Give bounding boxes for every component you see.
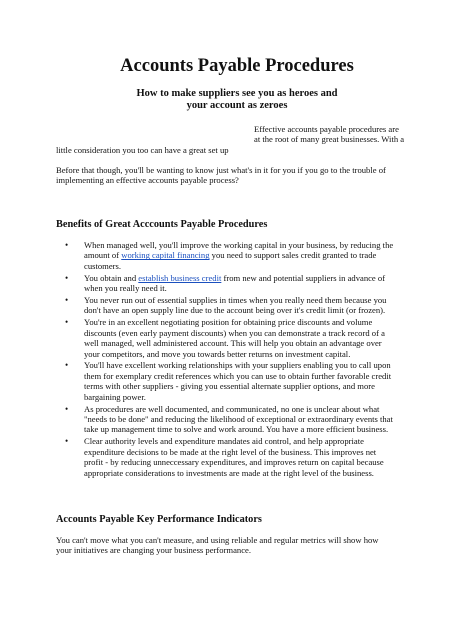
list-item [64,240,424,271]
text-line: your initiatives are changing your business performance. [56,545,251,556]
text-line: at the root of many great businesses. With a [254,134,405,145]
bullet-icon: • [65,317,69,328]
list-item [64,404,424,435]
kpi-paragraph [56,535,379,556]
text-segment: You obtain and [84,272,139,283]
text-line: bargaining power. [84,391,146,402]
bullet-icon: • [65,360,69,371]
page-subtitle [0,88,474,112]
bullet-icon: • [65,403,69,414]
text-line: Clear authority levels and expenditure mandates aid control, and help appropriate [84,436,364,447]
text-line: Before that though, you'll be wanting to know just what's in it for you if you go to the trouble of [56,165,386,175]
text-line: terms with other suppliers - giving you essential alternate supplier options, and more [84,381,375,392]
text-line: implementing an effective accounts payable process? [56,175,239,186]
bullet-icon: • [65,295,69,306]
benefits-list [64,240,424,479]
text-line [84,273,424,283]
text-line: don't have an open supply line due to the account being over it's credit limit (or frozen). [84,305,386,316]
working-capital-financing-link[interactable]: working capital financing [121,250,210,261]
page-title: Accounts Payable Procedures [120,56,354,76]
text-line: discounts (even early payment discounts) when you can demonstrate a track record of a [84,327,385,338]
list-item [64,436,424,478]
text-line: You can't move what you can't measure, and using reliable and regular metrics will show how [56,535,379,545]
list-item [64,295,424,316]
text-line: profit - by reducing unneccessary expenditures, and improves return on capital because [84,457,384,468]
text-line: your competitors, and move you towards better returns on investment capital. [84,348,351,359]
heading-kpi: Accounts Payable Key Performance Indicators [56,514,262,525]
intro-paragraph-right [254,124,404,145]
heading-benefits: Benefits of Great Acccounts Payable Procedures [56,219,268,230]
text-segment: you need to support sales credit granted to trade [209,250,377,261]
list-item [64,317,424,359]
text-line: You'll have excellent working relationships with your suppliers enabling you to call upon [84,360,391,371]
subtitle-line: your account as zeroes [186,100,288,111]
text-line: customers. [84,260,121,271]
text-line: "needs to be done" and reducing the likelihood of exceptional or extraordinary events that [84,414,393,424]
text-line: You never run out of essential supplies in times when you really need them because you [84,295,387,306]
text-line: take up management time to solve and work around. You have a more efficient business. [84,424,389,435]
establish-business-credit-link[interactable]: establish business credit [138,272,222,283]
text-line: As procedures are well documented, and communicated, no one is unclear about what [84,403,380,414]
subtitle-line: How to make suppliers see you as heroes and [136,88,338,99]
list-item [64,273,424,294]
text-segment: from new and potential suppliers in advance of [221,272,386,283]
bullet-icon: • [65,436,69,447]
bullet-icon: • [65,272,69,283]
text-line: them for exemplary credit references which you can use to obtain further favorable credit [84,370,392,381]
text-line: well managed, well administered account. This will help you obtain an advantage over [84,338,382,349]
text-line: When managed well, you'll improve the working capital in your business, by reducing the [84,240,394,250]
text-line: Effective accounts payable procedures are [254,124,399,134]
text-line: little consideration you too can have a great set up [56,144,229,155]
second-paragraph [56,165,386,186]
text-line: expenditure decisions to be made at the right level of the business. This improves net [84,446,377,457]
list-item [64,360,424,402]
intro-paragraph-continuation [56,145,229,155]
text-line: when you really need it. [84,283,167,294]
text-line: appropriate considerations to investments are made at the right level of the business. [84,467,374,478]
text-line [84,250,424,260]
text-line: You're in an excellent negotiating position for obtaining price discounts and volume [84,317,373,328]
bullet-icon: • [65,240,69,250]
text-segment: amount of [84,250,122,261]
